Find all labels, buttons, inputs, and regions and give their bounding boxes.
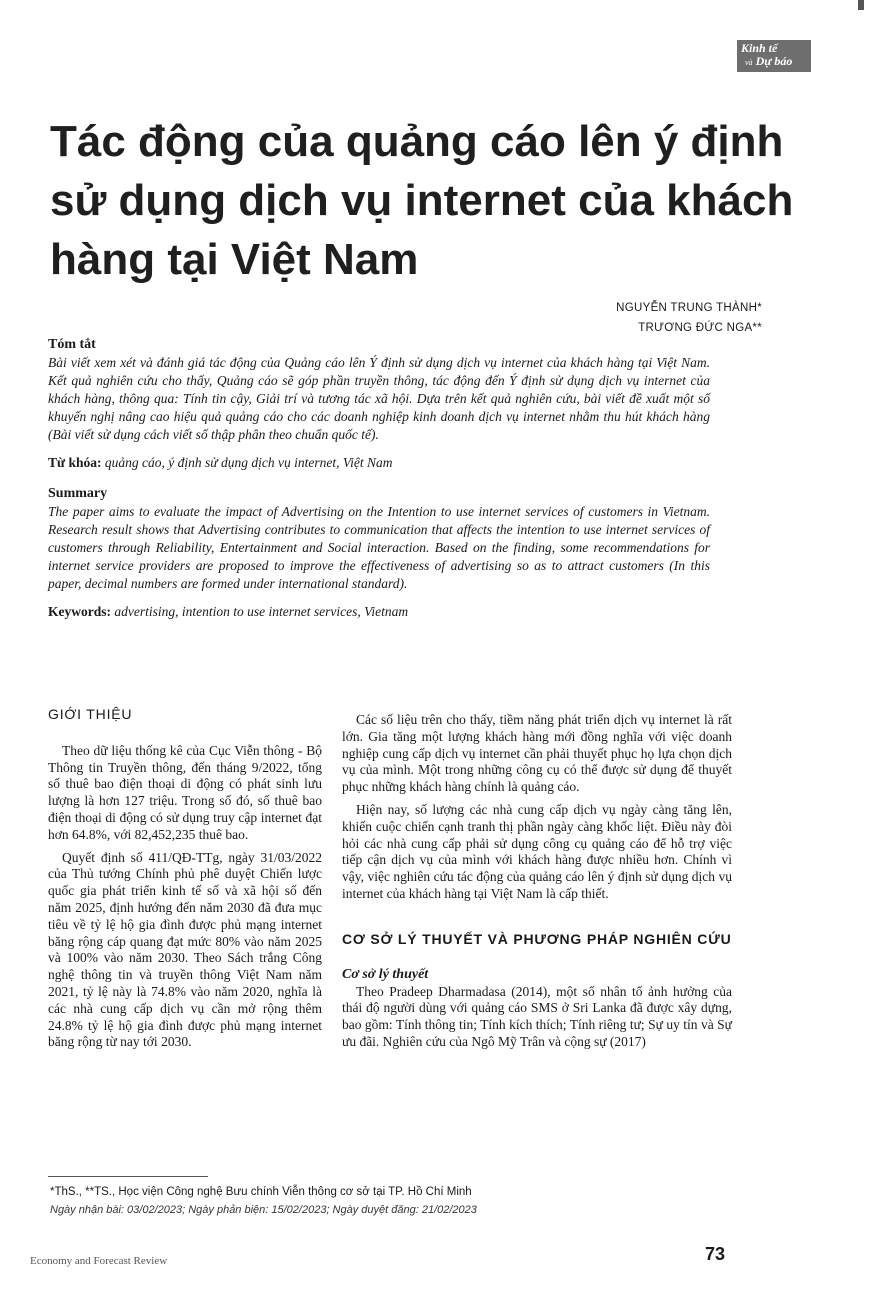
page-number: 73 [705, 1244, 726, 1264]
keywords-en-text: advertising, intention to use internet services, Vietnam [114, 604, 409, 619]
abstract-en-text: The paper aims to evaluate the impact of Advertising on the Intention to use internet services of customers in Vietnam. Research result shows that Advertising contributes to communication that affects the intention to use internet services of customers through Reliability, Entertainment and Social interaction. Based on the finding, some recommendations for internet service providers are proposed to improve the effectiveness of advertising so as to attract customers (In this paper, decimal numbers are formed under international standard). [48, 504, 710, 591]
abstract-block [48, 336, 710, 634]
intro-paragraph-2: Quyết định số 411/QĐ-TTg, ngày 31/03/2022 của Thủ tướng Chính phủ phê duyệt Chiến lược quốc gia phát triển kinh tế số và xã hội số đến năm 2025, định hướng đến năm 2030 đã đưa mục tiêu về tỷ lệ hộ gia đình được phủ mạng internet băng rộng cáp quang đạt mức 80% vào năm 2025 và 100% vào năm 2030. Theo Sách trắng Công nghệ thông tin và truyền thông Việt Nam năm 2021, tỷ lệ này là 74.8% vào năm 2020, nghĩa là các nhà cung cấp dịch vụ cần mở rộng thêm 24.8% tỷ lệ hộ gia đình được phủ mạng internet băng rộng từ nay tới 2030. [48, 849, 322, 1050]
column-left [48, 706, 322, 1057]
logo-small-word: và [745, 58, 753, 67]
theory-paragraph: Theo Pradeep Dharmadasa (2014), một số nhân tố ảnh hưởng của thái độ người dùng với quảng cáo SMS ở Sri Lanka đã được xây dựng, bao gồm: Tính thông tin; Tính kích thích; Tính riêng tư; Sự uy tín và Sự ưu đãi. Nghiên cứu của Ngô Mỹ Trân và cộng sự (2017) [342, 983, 732, 1049]
intro-heading: GIỚI THIỆU [48, 706, 133, 722]
abstract-en-heading: Summary [48, 486, 108, 501]
logo-line-2: Dự báo [755, 54, 793, 68]
author-2: TRƯƠNG ĐỨC NGA** [638, 322, 762, 334]
theory-subheading: Cơ sở lý thuyết [342, 966, 429, 982]
keywords-en [48, 603, 710, 621]
article-title: Tác động của quảng cáo lên ý định sử dụng dịch vụ internet của khách hàng tại Việt Nam [50, 117, 794, 284]
intro-paragraph-3: Các số liệu trên cho thấy, tiềm năng phát triển dịch vụ internet là rất lớn. Gia tăng một lượng khách hàng mới đồng nghĩa với việc doanh nghiệp cung cấp dịch vụ internet cần phải thuyết phục họ lựa chọn dịch vụ của mình. Một trong những công cụ có thể được sử dụng để thuyết phục những khách hàng chính là quảng cáo. [342, 712, 732, 795]
abstract-vi-text: Bài viết xem xét và đánh giá tác động của Quảng cáo lên Ý định sử dụng dịch vụ internet của khách hàng tại Việt Nam. Kết quả nghiên cứu cho thấy, Quảng cáo sẽ góp phần truyền thông, tác động đến Ý định sử dụng dịch vụ internet của khách hàng, thông qua: Tính tin cậy, Giải trí và tương tác xã hội. Dựa trên kết quả nghiên cứu, bài viết đề xuất một số khuyến nghị nâng cao hiệu quả quảng cáo cho các doanh nghiệp kinh doanh dịch vụ internet nhằm thu hút khách hàng (Bài viết sử dụng cách viết số thập phân theo chuẩn quốc tế). [48, 355, 710, 442]
keywords-vi-label: Từ khóa: [48, 455, 102, 470]
column-right [342, 712, 732, 1057]
page-corner-mark [858, 0, 864, 10]
keywords-vi-text: quảng cáo, ý định sử dụng dịch vụ internet, Việt Nam [104, 455, 393, 470]
keywords-en-label: Keywords: [48, 604, 111, 619]
intro-paragraph-4: Hiện nay, số lượng các nhà cung cấp dịch vụ ngày càng tăng lên, khiến cuộc chiến cạnh tranh thị phần ngày càng khốc liệt. Điều này đòi hỏi các nhà cung cấp phải sử dụng công cụ quảng cáo để hỗ trợ việc tiếp cận dịch vụ của mình với khách hàng được nhiều hơn. Chính vì vậy, việc nghiên cứu tác động của quảng cáo lên ý định sử dụng dịch vụ internet của khách hàng tại Việt Nam là cấp thiết. [342, 801, 732, 901]
footnote-rule [48, 1176, 208, 1177]
footnote [50, 1183, 750, 1219]
abstract-vi-heading: Tóm tắt [48, 337, 96, 352]
keywords-vi [48, 454, 710, 472]
theory-heading: CƠ SỞ LÝ THUYẾT VÀ PHƯƠNG PHÁP NGHIÊN CỨU [342, 930, 732, 947]
journal-logo [737, 40, 811, 72]
footnote-dates: Ngày nhận bài: 03/02/2023; Ngày phản biện: 15/02/2023; Ngày duyệt đăng: 21/02/2023 [50, 1204, 477, 1216]
footnote-affiliation: *ThS., **TS., Học viện Công nghệ Bưu chính Viễn thông cơ sở tại TP. Hồ Chí Minh [50, 1186, 472, 1198]
author-list [616, 298, 762, 338]
intro-paragraph-1: Theo dữ liệu thống kê của Cục Viễn thông - Bộ Thông tin Truyền thông, đến tháng 9/2022, tổng số thuê bao điện thoại di động có phát sinh lưu lượng là hơn 127 triệu. Trong số đó, số thuê bao điện thoại di động có sử dụng truy cập internet đạt hơn 64.8%, với 82,452,235 thuê bao. [48, 742, 322, 842]
logo-line-1: Kinh tế [741, 41, 778, 55]
footer-journal-name: Economy and Forecast Review [30, 1255, 168, 1267]
author-1: NGUYỄN TRUNG THÀNH* [616, 302, 762, 314]
